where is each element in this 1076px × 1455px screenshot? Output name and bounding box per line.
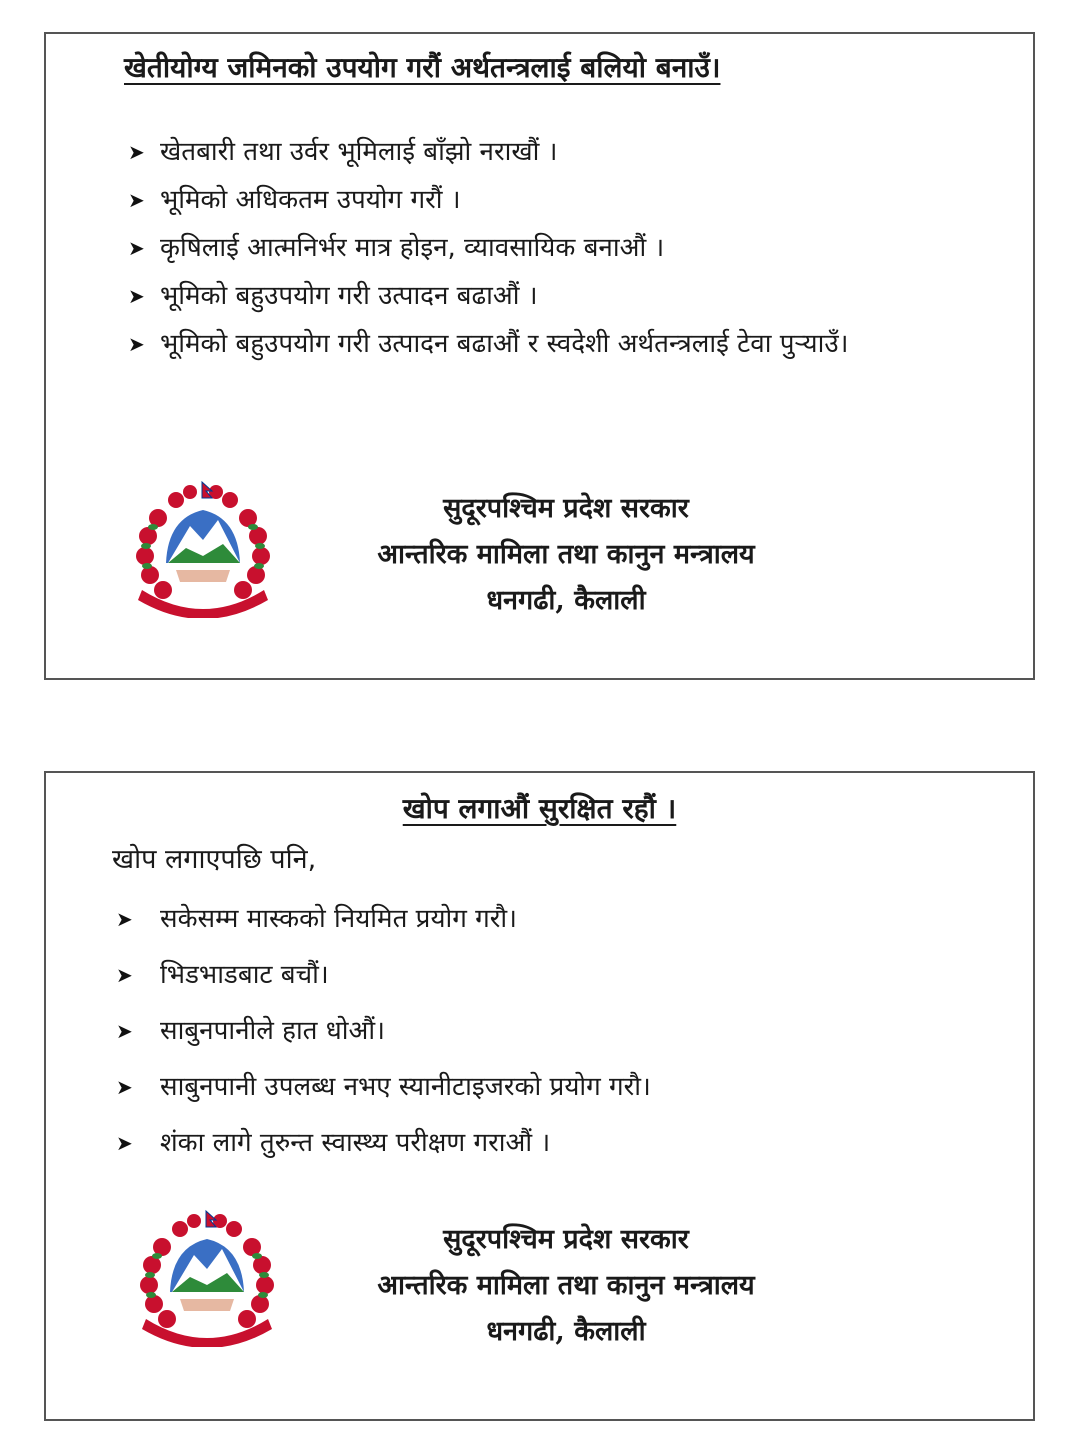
list-item bbox=[112, 953, 992, 997]
point-text: भूमिको बहुउपयोग गरी उत्पादन बढाऔं । bbox=[160, 281, 538, 311]
arrow-bullet-icon: ➤ bbox=[116, 1019, 133, 1043]
government-name: सुदूरपश्चिम प्रदेश सरकार bbox=[443, 1224, 689, 1255]
list-item bbox=[112, 1009, 992, 1053]
notice-title: खोप लगाऔं सुरक्षित रहौं । bbox=[402, 792, 677, 825]
arrow-bullet-icon: ➤ bbox=[128, 236, 145, 260]
arrow-bullet-icon: ➤ bbox=[128, 140, 145, 164]
list-item bbox=[124, 178, 1004, 222]
point-text: खेतबारी तथा उर्वर भूमिलाई बाँझो नराखौं । bbox=[160, 137, 558, 167]
point-text: शंका लागे तुरुन्त स्वास्थ्य परीक्षण गराऔं । bbox=[160, 1128, 551, 1158]
list-item bbox=[124, 274, 1004, 318]
point-text: सकेसम्म मास्कको नियमित प्रयोग गरौ। bbox=[160, 904, 518, 934]
office-location: धनगढी, कैलाली bbox=[486, 1316, 646, 1347]
arrow-bullet-icon: ➤ bbox=[116, 1131, 133, 1155]
list-item bbox=[112, 897, 992, 941]
nepal-government-emblem-icon bbox=[128, 478, 278, 618]
arrow-bullet-icon: ➤ bbox=[128, 332, 145, 356]
point-text: भूमिको बहुउपयोग गरी उत्पादन बढाऔं र स्वदेशी अर्थतन्त्रलाई टेवा पुऱ्याउँ। bbox=[160, 329, 849, 359]
point-text: साबुनपानी उपलब्ध नभए स्यानीटाइजरको प्रयोग गरौ। bbox=[160, 1072, 651, 1102]
list-item bbox=[124, 130, 1004, 174]
arrow-bullet-icon: ➤ bbox=[128, 284, 145, 308]
notice-card-agriculture bbox=[44, 32, 1035, 680]
notice-intro: खोप लगाएपछि पनि, bbox=[112, 844, 317, 875]
government-name: सुदूरपश्चिम प्रदेश सरकार bbox=[443, 493, 689, 524]
notice-points-list bbox=[124, 130, 1004, 370]
signature-block bbox=[286, 486, 846, 624]
list-item bbox=[124, 226, 1004, 270]
signature-block bbox=[286, 1217, 846, 1355]
arrow-bullet-icon: ➤ bbox=[128, 188, 145, 212]
notice-card-vaccination bbox=[44, 771, 1035, 1421]
point-text: भिडभाडबाट बचौं। bbox=[160, 960, 329, 990]
nepal-government-emblem-icon bbox=[132, 1207, 282, 1347]
point-text: भूमिको अधिकतम उपयोग गरौं । bbox=[160, 185, 461, 215]
ministry-name: आन्तरिक मामिला तथा कानुन मन्त्रालय bbox=[377, 539, 755, 570]
point-text: साबुनपानीले हात धोऔं। bbox=[160, 1016, 385, 1046]
ministry-name: आन्तरिक मामिला तथा कानुन मन्त्रालय bbox=[377, 1270, 755, 1301]
arrow-bullet-icon: ➤ bbox=[116, 907, 133, 931]
notice-title: खेतीयोग्य जमिनको उपयोग गरौं अर्थतन्त्रलाई बलियो बनाउँ। bbox=[124, 51, 721, 84]
point-text: कृषिलाई आत्मनिर्भर मात्र होइन, व्यावसायिक बनाऔं । bbox=[160, 233, 665, 263]
list-item bbox=[124, 322, 1004, 366]
office-location: धनगढी, कैलाली bbox=[486, 585, 646, 616]
list-item bbox=[112, 1121, 992, 1165]
arrow-bullet-icon: ➤ bbox=[116, 1075, 133, 1099]
arrow-bullet-icon: ➤ bbox=[116, 963, 133, 987]
list-item bbox=[112, 1065, 992, 1109]
notice-points-list bbox=[112, 897, 992, 1177]
